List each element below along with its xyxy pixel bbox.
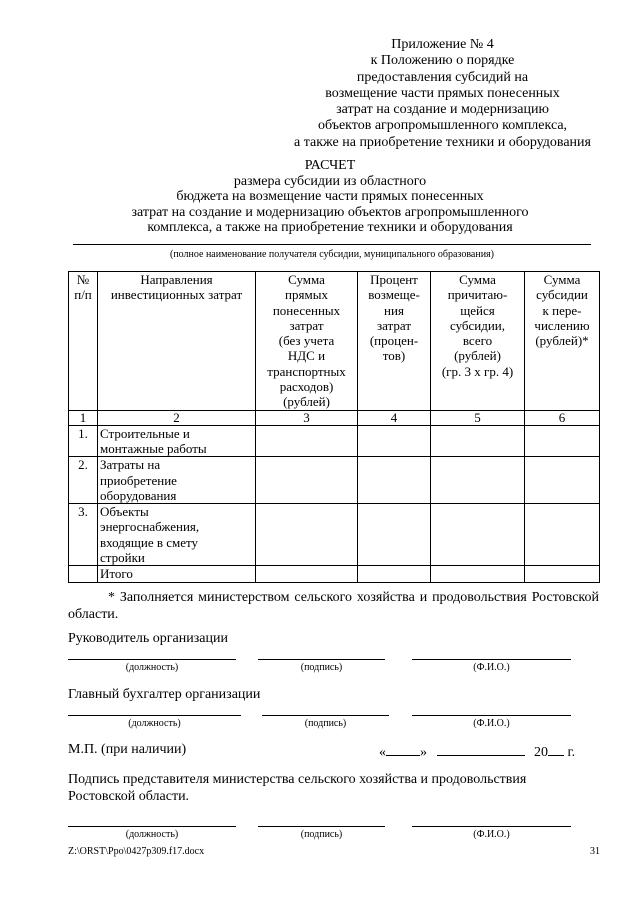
cost-cell[interactable] [256, 425, 358, 457]
title-heading: РАСЧЕТ [304, 158, 356, 173]
title-line: размера субсидии из областного [233, 173, 427, 189]
position-line[interactable] [68, 826, 236, 827]
table-header-row [69, 272, 600, 411]
signature-caption: (подпись) [304, 718, 347, 729]
column-number: 5 [431, 410, 525, 425]
signature-line[interactable] [258, 659, 385, 660]
subsidy-total-cell[interactable] [431, 457, 525, 504]
appendix-line: Приложение № 4 [391, 37, 494, 52]
table-row-total [69, 566, 600, 582]
column-number: 6 [525, 410, 600, 425]
percent-cell[interactable] [358, 504, 431, 566]
signature-caption: (подпись) [300, 662, 343, 673]
signature-line[interactable] [262, 715, 389, 716]
subsidy-transfer-cell[interactable] [525, 504, 600, 566]
cost-cell[interactable] [256, 457, 358, 504]
row-name: Строительные и монтажные работы [98, 425, 256, 457]
position-caption: (должность) [128, 718, 181, 729]
title-line: затрат на создание и модернизацию объектов агропромышленного [131, 204, 529, 220]
page-number: 31 [590, 846, 600, 857]
footnote: * Заполняется министерством сельского хозяйства и продовольствия Ростовской области. [68, 590, 599, 622]
position-line[interactable] [68, 659, 236, 660]
name-caption: (Ф.И.О.) [473, 829, 510, 840]
name-line[interactable] [412, 659, 571, 660]
position-caption: (должность) [125, 662, 179, 673]
header-cell-direction: Направления инвестиционных затрат [98, 272, 256, 411]
subsidy-transfer-cell[interactable] [525, 566, 600, 582]
subsidy-total-cell[interactable] [431, 566, 525, 582]
position-line[interactable] [68, 715, 241, 716]
header-cell-subsidy-total: Сумма причитаю- щейся субсидии, всего (рублей) (гр. 3 х гр. 4) [431, 272, 525, 411]
header-cell-percent: Процент возмеще- ния затрат (процен- тов) [358, 272, 431, 411]
header-cell-cost-sum: Сумма прямых понесенных затрат (без учета НДС и транспортных расходов) (рублей) [256, 272, 358, 411]
title-line: комплекса, а также на приобретение техники и оборудования [147, 220, 513, 236]
row-num: 1. [69, 425, 98, 457]
column-number: 2 [98, 410, 256, 425]
name-caption: (Ф.И.О.) [473, 718, 510, 729]
title-line: бюджета на возмещение части прямых понесенных [176, 189, 484, 205]
table-row [69, 504, 600, 566]
head-label: Руководитель организации [68, 631, 228, 646]
header-cell-subsidy-transfer: Сумма субсидии к пере- числению (рублей)* [525, 272, 600, 411]
appendix-line: объектов агропромышленного комплекса, [317, 118, 568, 134]
header-cell-num: № п/п [69, 272, 98, 411]
table-row [69, 425, 600, 457]
accountant-label: Главный бухгалтер организации [68, 687, 261, 702]
table-row [69, 457, 600, 504]
subsidy-table [68, 271, 600, 583]
signature-line[interactable] [258, 826, 385, 827]
row-name: Объекты энергоснабжения, входящие в смету стройки [98, 504, 256, 566]
signature-caption: (подпись) [300, 829, 343, 840]
name-line[interactable] [412, 826, 571, 827]
position-caption: (должность) [125, 829, 179, 840]
row-num [69, 566, 98, 582]
appendix-header [285, 37, 600, 151]
name-line[interactable] [412, 715, 571, 716]
row-name: Итого [98, 566, 256, 582]
recipient-line [73, 244, 591, 245]
row-name: Затраты на приобретение оборудования [98, 457, 256, 504]
subsidy-transfer-cell[interactable] [525, 425, 600, 457]
recipient-caption: (полное наименование получателя субсидии, муниципального образования) [170, 249, 494, 260]
footer-file-path: Z:\ORST\Ppo\0427p309.f17.docx [68, 846, 205, 857]
date-field[interactable]: « » 20 г. [379, 742, 579, 760]
appendix-line: предоставления субсидий на [356, 69, 529, 85]
name-caption: (Ф.И.О.) [473, 662, 510, 673]
column-number: 3 [256, 410, 358, 425]
percent-cell[interactable] [358, 566, 431, 582]
column-number: 4 [358, 410, 431, 425]
cost-cell[interactable] [256, 566, 358, 582]
column-number: 1 [69, 410, 98, 425]
appendix-line: а также на приобретение техники и оборудования [294, 134, 591, 150]
appendix-line: возмещение части прямых понесенных [325, 85, 560, 101]
subsidy-total-cell[interactable] [431, 425, 525, 457]
cost-cell[interactable] [256, 504, 358, 566]
ministry-label: Подпись представителя министерства сельского хозяйства и продовольствия Ростовской области. [68, 772, 527, 804]
appendix-line: к Положению о порядке [370, 53, 515, 69]
row-num: 2. [69, 457, 98, 504]
row-num: 3. [69, 504, 98, 566]
column-number-row [69, 410, 600, 425]
percent-cell[interactable] [358, 425, 431, 457]
appendix-line: затрат на создание и модернизацию [336, 102, 549, 118]
percent-cell[interactable] [358, 457, 431, 504]
subsidy-transfer-cell[interactable] [525, 457, 600, 504]
document-title [60, 158, 600, 236]
subsidy-total-cell[interactable] [431, 504, 525, 566]
stamp-label: М.П. (при наличии) [68, 742, 187, 757]
